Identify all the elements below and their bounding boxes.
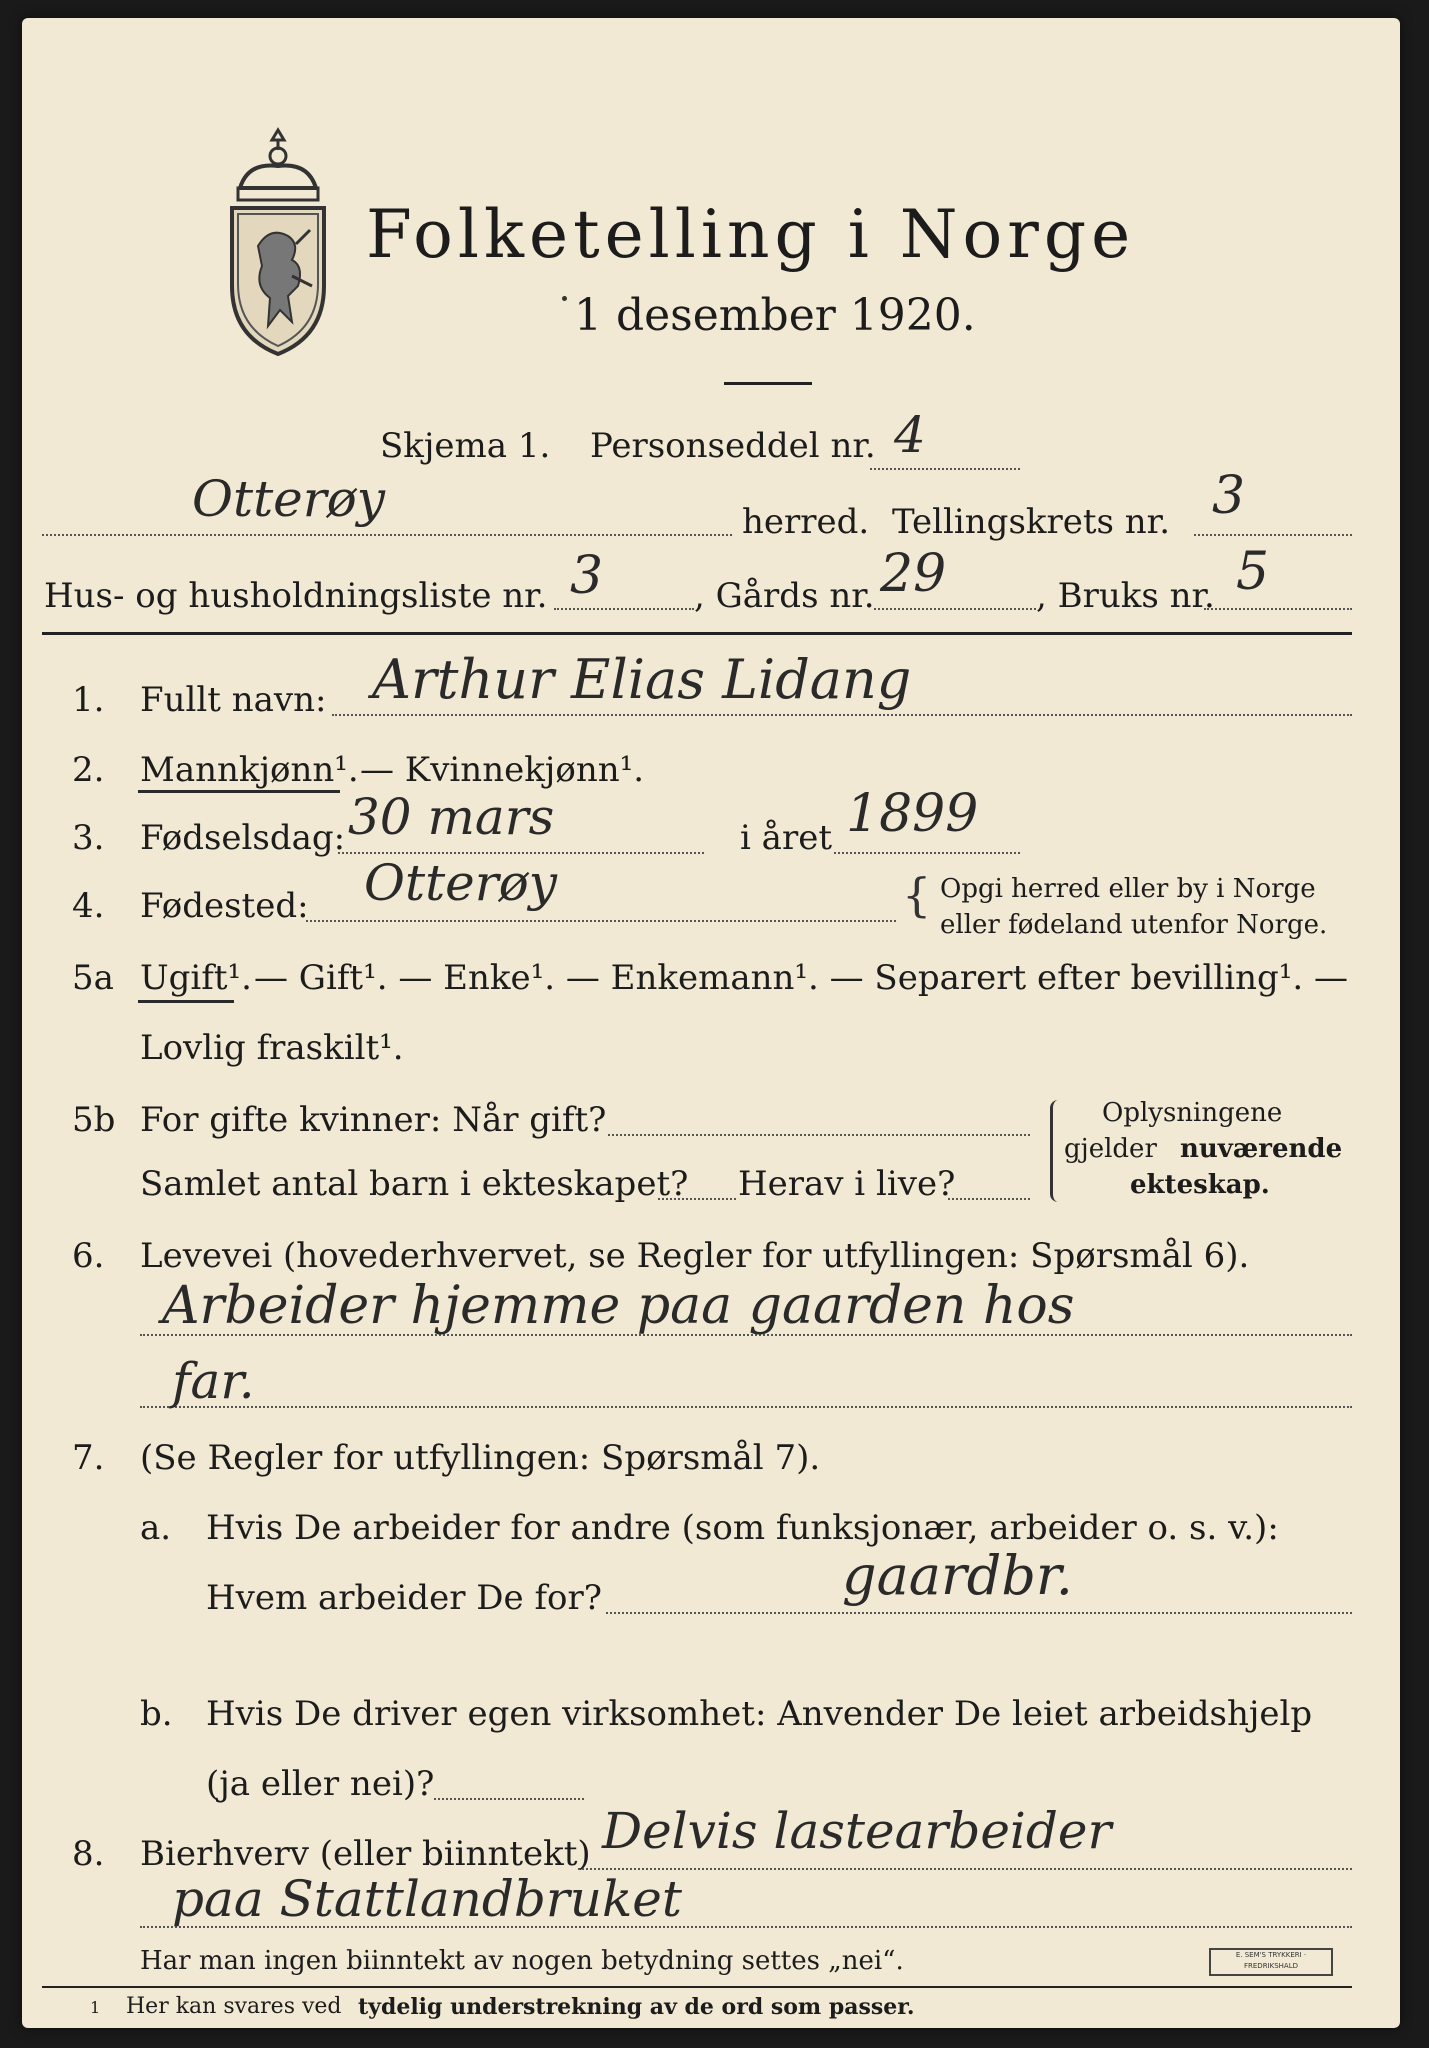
footer-divider bbox=[42, 1986, 1352, 1988]
header-divider bbox=[42, 632, 1352, 635]
q7b-hired-help-line bbox=[434, 1798, 584, 1800]
q3-year-label: i året bbox=[740, 818, 832, 858]
q1-number: 1. bbox=[72, 680, 105, 720]
footnote-number: 1 bbox=[90, 1998, 101, 2017]
q6-label: Levevei (hovederhvervet, se Regler for utfyllingen: Spørsmål 6). bbox=[140, 1236, 1250, 1276]
q7a-letter: a. bbox=[140, 1508, 172, 1548]
q5a-line-2[interactable]: Lovlig fraskilt¹. bbox=[140, 1028, 404, 1068]
bruks-line bbox=[1204, 608, 1352, 610]
footnote-text-a: Her kan svares ved bbox=[126, 1994, 342, 2019]
personseddel-label: Personseddel nr. bbox=[590, 426, 876, 466]
q4-note-2: eller fødeland utenfor Norge. bbox=[940, 910, 1328, 940]
full-name-value[interactable]: Arthur Elias Lidang bbox=[372, 648, 912, 711]
herred-label: herred. bbox=[742, 502, 870, 542]
title-divider bbox=[724, 382, 812, 385]
q7a-employer-line bbox=[606, 1612, 1352, 1614]
q7b-letter: b. bbox=[140, 1694, 173, 1734]
q5b-note-3: ekteskap. bbox=[1130, 1170, 1270, 1200]
q2-female-option[interactable]: — Kvinnekjønn¹. bbox=[360, 750, 645, 790]
q5a-number: 5a bbox=[72, 958, 114, 998]
side-occupation-value-1[interactable]: Delvis lastearbeider bbox=[602, 1802, 1112, 1860]
q5b-note-2b: nuværende bbox=[1180, 1134, 1343, 1164]
q8-number: 8. bbox=[72, 1834, 105, 1874]
q7a-employer-label: Hvem arbeider De for? bbox=[206, 1578, 602, 1618]
page-title: Folketelling i Norge bbox=[366, 196, 1136, 273]
q3-label: Fødselsdag: bbox=[140, 818, 346, 858]
q2-number: 2. bbox=[72, 750, 105, 790]
herred-value[interactable]: Otterøy bbox=[192, 470, 386, 528]
q5b-note-2a: gjelder bbox=[1064, 1134, 1157, 1164]
employer-value[interactable]: gaardbr. bbox=[842, 1544, 1073, 1607]
tellingskrets-label: Tellingskrets nr. bbox=[892, 502, 1171, 542]
birth-year-value[interactable]: 1899 bbox=[846, 784, 979, 844]
herred-line bbox=[42, 534, 732, 536]
skjema-label: Skjema 1. bbox=[380, 426, 551, 466]
occupation-value-2[interactable]: far. bbox=[172, 1352, 255, 1410]
q5a-ugift-underline bbox=[138, 1000, 234, 1003]
footer-note: Har man ingen biinntekt av nogen betydning settes „nei“. bbox=[140, 1946, 904, 1976]
q5b-note-1: Oplysningene bbox=[1102, 1098, 1283, 1128]
q5b-married-line bbox=[608, 1134, 1030, 1136]
tellingskrets-line bbox=[1194, 534, 1352, 536]
q8-line-1 bbox=[578, 1868, 1352, 1870]
q2-male-option[interactable]: Mannkjønn¹. bbox=[140, 750, 359, 790]
q5b-label: For gifte kvinner: Når gift? bbox=[140, 1100, 607, 1140]
q3-year-line bbox=[834, 852, 1020, 854]
q7-label: (Se Regler for utfyllingen: Spørsmål 7). bbox=[140, 1438, 821, 1478]
q1-line bbox=[332, 714, 1352, 716]
census-date: 1 desember 1920. bbox=[574, 290, 976, 341]
q3-number: 3. bbox=[72, 818, 105, 858]
q5b-alive-line bbox=[948, 1198, 1030, 1200]
q7-number: 7. bbox=[72, 1438, 105, 1478]
decorative-dot bbox=[562, 296, 567, 301]
q4-label: Fødested: bbox=[140, 886, 309, 926]
q8-label: Bierhverv (eller biinntekt) bbox=[140, 1834, 591, 1874]
bruks-value[interactable]: 5 bbox=[1236, 542, 1270, 602]
hus-value[interactable]: 3 bbox=[570, 546, 604, 606]
birthplace-value[interactable]: Otterøy bbox=[364, 854, 558, 912]
gards-line bbox=[874, 608, 1036, 610]
q5b-bracket bbox=[1050, 1100, 1063, 1202]
personseddel-line bbox=[870, 468, 1020, 470]
q7a-label: Hvis De arbeider for andre (som funksjonær, arbeider o. s. v.): bbox=[206, 1508, 1279, 1548]
q7b-hired-help-label: (ja eller nei)? bbox=[206, 1764, 435, 1804]
hus-label: Hus- og husholdningsliste nr. bbox=[44, 576, 548, 616]
q5b-children-label: Samlet antal barn i ekteskapet? bbox=[140, 1164, 689, 1204]
census-form-page bbox=[22, 18, 1400, 2028]
gards-value[interactable]: 29 bbox=[880, 544, 947, 604]
q4-number: 4. bbox=[72, 886, 105, 926]
personseddel-value[interactable]: 4 bbox=[894, 406, 926, 464]
q6-number: 6. bbox=[72, 1236, 105, 1276]
birthday-value[interactable]: 30 mars bbox=[348, 788, 555, 846]
occupation-value-1[interactable]: Arbeider hjemme paa gaarden hos bbox=[162, 1276, 1075, 1336]
gards-label: , Gårds nr. bbox=[694, 576, 875, 616]
q4-line bbox=[306, 920, 896, 922]
printer-mark: E. SEM'S TRYKKERI · FREDRIKSHALD bbox=[1209, 1948, 1333, 1976]
q7b-label: Hvis De driver egen virksomhet: Anvender De leiet arbeidshjelp bbox=[206, 1694, 1313, 1734]
q5a-ugift-option[interactable]: Ugift¹. bbox=[140, 958, 252, 998]
q2-male-underline bbox=[138, 790, 340, 793]
footnote-text-b: tydelig understrekning av de ord som passer. bbox=[358, 1994, 915, 2020]
bruks-label: , Bruks nr. bbox=[1036, 576, 1215, 616]
q5b-children-line bbox=[658, 1198, 736, 1200]
q5b-number: 5b bbox=[72, 1100, 116, 1140]
q6-line-2 bbox=[140, 1406, 1352, 1408]
hus-line bbox=[554, 608, 694, 610]
tellingskrets-value[interactable]: 3 bbox=[1212, 466, 1246, 526]
q1-label: Fullt navn: bbox=[140, 680, 327, 720]
q4-note-1: Opgi herred eller by i Norge bbox=[940, 874, 1316, 904]
q4-brace: { bbox=[902, 868, 932, 922]
norwegian-coat-of-arms-icon bbox=[218, 126, 338, 358]
side-occupation-value-2[interactable]: paa Stattlandbruket bbox=[172, 1870, 682, 1928]
q5b-alive-label: Herav i live? bbox=[738, 1164, 956, 1204]
q5a-other-options[interactable]: — Gift¹. — Enke¹. — Enkemann¹. — Separert efter bevilling¹. — bbox=[254, 958, 1349, 998]
